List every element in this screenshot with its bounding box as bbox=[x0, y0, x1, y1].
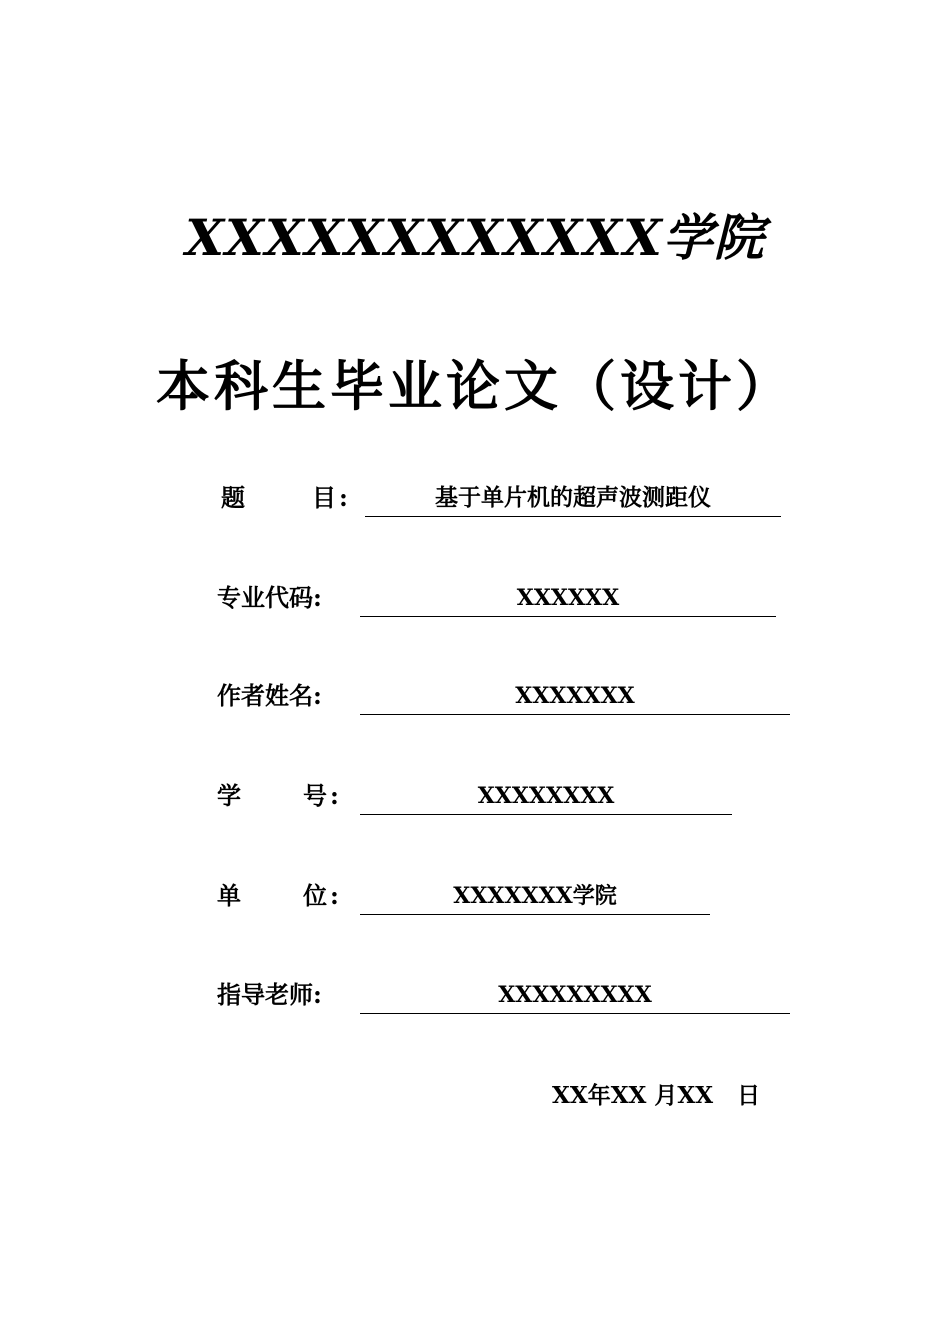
advisor-label: 指导老师: bbox=[217, 980, 322, 1009]
school-title: XXXXXXXXXXXX学院 bbox=[185, 208, 765, 267]
topic-label-char2: 目 bbox=[312, 483, 336, 512]
topic-label-colon: : bbox=[339, 483, 348, 512]
student-id-label-char2: 号 bbox=[303, 781, 327, 810]
major-code-value: XXXXXX bbox=[360, 580, 776, 617]
student-id-value: XXXXXXXX bbox=[360, 778, 732, 815]
unit-label-char2: 位 bbox=[303, 881, 327, 910]
author-value: XXXXXXX bbox=[360, 678, 790, 715]
unit-label-colon: : bbox=[330, 881, 339, 910]
student-id-label-colon: : bbox=[330, 781, 339, 810]
topic-label-char1: 题 bbox=[221, 483, 245, 512]
thesis-type-title: 本科生毕业论文（设计） bbox=[156, 354, 794, 418]
student-id-label-char1: 学 bbox=[217, 781, 241, 810]
date-line: XX年XX 月XX 日 bbox=[552, 1082, 761, 1109]
major-code-label: 专业代码: bbox=[217, 583, 322, 612]
unit-value: XXXXXXX学院 bbox=[360, 878, 710, 915]
advisor-value: XXXXXXXXX bbox=[360, 977, 790, 1014]
author-label: 作者姓名: bbox=[217, 681, 322, 710]
unit-label-char1: 单 bbox=[217, 881, 241, 910]
topic-value: 基于单片机的超声波测距仪 bbox=[365, 480, 781, 517]
